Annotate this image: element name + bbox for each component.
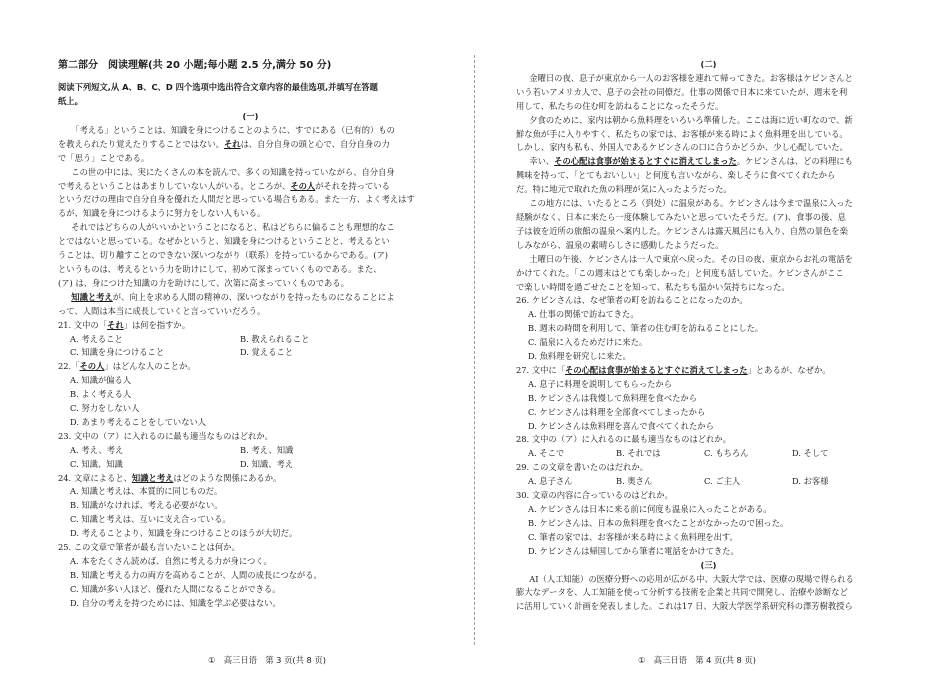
q21-option-d: D. 覚えること bbox=[240, 347, 294, 358]
q29-option-d: D. お客様 bbox=[792, 476, 829, 487]
q28-option-c: C. もちろん bbox=[704, 448, 749, 459]
q27-option-a: A. 息子に料理を説明してもらったから bbox=[528, 378, 673, 389]
q22-option-c: C. 努力をしない人 bbox=[70, 403, 140, 414]
q22-option-b: B. よく考える人 bbox=[70, 389, 132, 400]
q24-option-d: D. 考えることより、知識を身につけることのほうが大切だ。 bbox=[70, 528, 298, 539]
question-30: 30. 文章の内容に合っているのはどれか。 A. ケビンさんは日本に来る前に何度も温泉に入ったことがある。 B. ケビンさんは、日本の魚料理を食べたことがなかったので困った。 C. 筆者の家では、お客様が来る時によく魚料理を出す。 D. ケビンさんは帰国してから筆者に電話をかけてきた。 bbox=[516, 489, 901, 559]
q30-option-c: C. 筆者の家では、お客様が来る時によく魚料理を出す。 bbox=[528, 531, 738, 542]
underlined-sore: それ bbox=[223, 138, 241, 149]
q24-option-c: C. 知識と考えは、互いに支え合っている。 bbox=[70, 514, 231, 525]
question-25: 25. この文章で筆者が最も言いたいことは何か。 A. 本をたくさん読めば、自然に考える力が身につく。 B. 知識と考える力の両方を高めることが、人間の成長につながる。 C. 知識が多い人ほど、優れた人間になることができる。 D. 自分の考えを持つためには、知識を学ぶ必要はない。 bbox=[58, 541, 443, 611]
right-column bbox=[516, 58, 901, 614]
passage-1: 「考える」ということは、知識を身につけることのように、すでにある（已有的）もの を教えられたり覚えたりすることではない。それは、自分自身の頭と心で、自分自身の力 で「思う」ことである。 この世の中には、実にたくさんの本を読んで、多くの知識を持っていながら、自分自身 で考えるということはあまりしていない人がいる。ところが、その人がそれを持っている というだけの理由で自分自身を優れた人間だと思っている場合もある。また一方、よく考えはす るが、知識を身につけるように努力をしない人もいる。 それではどちらの人がいいかということになると、私はどちらに偏ることも理想的なこ とではないと思っている。なぜかというと、知識を身につけるということと、考えるとい うことは、切り離すことのできない深いつながり（联系）を持っているからである。(ア) というものは、考えるという力を助けにして、初めて深まっていくものである。また、 (ア) は、身につけた知識の力を助けにして、次第に高まっていくものである。 知識と考えが、向上を求める人間の精神の、深いつながりを持ったものになることによ って、人間は本当に成長していくと言っていいだろう。 bbox=[58, 124, 415, 316]
q23-option-d: D. 知識、考え bbox=[240, 458, 294, 469]
q28-option-a: A. そこで bbox=[528, 448, 565, 459]
q29-option-b: B. 奥さん bbox=[616, 476, 653, 487]
q27-option-b: B. ケビンさんは我慢して魚料理を食べたから bbox=[528, 392, 698, 403]
q27-option-c: C. ケビンさんは料理を全部食べてしまったから bbox=[528, 406, 706, 417]
q24-option-a: A. 知識と考えは、本質的に同じものだ。 bbox=[70, 486, 223, 497]
q21-option-c: C. 知識を身につけること bbox=[70, 347, 165, 358]
page-footer-left: ① 高三日语 第 3 页(共 8 页) bbox=[208, 655, 326, 665]
q27-option-d: D. ケビンさんは魚料理を喜んで食べてくれたから bbox=[528, 420, 714, 431]
q22-option-a: A. 知識が偏る人 bbox=[70, 375, 132, 386]
underlined-chishiki-to-kangae: 知識と考え bbox=[71, 291, 113, 302]
passage-3: AI（人工知能）の医療分野への応用が広がる中、大阪大学では、医療の現場で得られる 膨大なデータを、人工知能を使って分析する技術を企業と共同で開発し、治療や診断など に活用していく計画を発表しました。これは17 日、大阪大学医学系研究科の澤芳樹教授ら bbox=[516, 573, 854, 612]
underlined-shinpai: その心配は食事が始まるとすぐに消えてしまった bbox=[554, 156, 737, 167]
left-column bbox=[58, 58, 443, 611]
part-title: 第二部分 阅读理解(共 20 小题;每小题 2.5 分,满分 50 分) bbox=[58, 60, 332, 71]
section-heading-2: (二) bbox=[700, 59, 717, 69]
q22-option-d: D. あまり考えることをしていない人 bbox=[70, 416, 207, 427]
q25-option-a: A. 本をたくさん読めば、自然に考える力が身につく。 bbox=[70, 556, 272, 566]
q26-option-b: B. 週末の時間を利用して、筆者の住む町を訪ねることにした。 bbox=[528, 323, 764, 334]
q28-option-d: D. そして bbox=[792, 448, 829, 459]
instructions: 阅读下列短文,从 A、B、C、D 四个选项中选出符合文章内容的最佳选项,并填写在答题 纸上。 bbox=[58, 82, 378, 106]
column-divider bbox=[474, 55, 475, 645]
question-26: 26. ケビンさんは、なぜ筆者の町を訪ねることになったのか。 A. 仕事の関係で訪ねてきた。 B. 週末の時間を利用して、筆者の住む町を訪ねることにした。 C. 温泉に入るためだけに来た。 D. 魚料理を研究しに来た。 bbox=[516, 294, 901, 364]
q25-option-d: D. 自分の考えを持つためには、知識を学ぶ必要はない。 bbox=[70, 597, 281, 608]
q23-option-c: C. 知識、知識 bbox=[70, 458, 123, 469]
q21-option-b: B. 教えられること bbox=[240, 333, 310, 344]
question-23: 23. 文中の（ア）に入れるのに最も適当なものはどれか。 A. 考え、考え B. 考え、知識 C. 知識、知識 D. 知識、考え bbox=[58, 430, 443, 472]
underlined-sono-hito: その人 bbox=[290, 180, 316, 191]
section-heading-3: (三) bbox=[700, 559, 717, 570]
page-footer-right: ① 高三日语 第 4 页(共 8 页) bbox=[638, 655, 756, 665]
question-29: 29. この文章を書いたのはだれか。 A. 息子さん B. 奥さん C. ご主人 D. お客様 bbox=[516, 461, 901, 489]
q30-option-d: D. ケビンさんは帰国してから筆者に電話をかけてきた。 bbox=[528, 545, 739, 556]
passage-2: 金曜日の夜、息子が東京から一人のお客様を連れて帰ってきた。お客様はケビンさんと いう若いアメリカ人で、息子の会社の同僚だ。仕事の関係で日本に来ていたが、週末を利 用して、私たちの住む町を訪ねることになったそうだ。 夕食のために、家内は朝から魚料理をいろいろ準備した。ここは海に近い町なので、新 鮮な魚が手に入りやすく、私たちの家では、お客様が来る時によく魚料理を出している。 しかし、家内も私も、外国人であるケビンさんの口に合うかどうか、少し心配していた。 幸い、その心配は食事が始まるとすぐに消えてしまった。ケビンさんは、どの料理にも 興味を持って、「とてもおいしい」と何度も言いながら、楽しそうに食べてくれたから だ。特に地元で取れた魚の料理が気に入ったようだった。 この地方には、いたるところ（到处）に温泉がある。ケビンさんは今まで温泉に入った 経験がなく、日本に来たら一度体験してみたいと思っていたそうだ。(ア)、食事の後、息 子は彼を近所の旅館の温泉へ案内した。ケビンさんは露天風呂にも入り、自然の景色を楽 しみながら、温泉の素晴らしさに感動したようだった。 土曜日の午後、ケビンさんは一人で東京へ戻った。その日の夜、東京からお礼の電話を かけてくれた。「この週末はとても楽しかった」と何度も話していた。ケビンさんがここ で楽しい時間を過ごせたことを知って、私たちも温かい気持ちになった。 bbox=[516, 72, 853, 292]
question-22: 22.「その人」はどんな人のことか。 A. 知識が偏る人 B. よく考える人 C. 努力をしない人 D. あまり考えることをしていない人 bbox=[58, 360, 443, 430]
q26-option-c: C. 温泉に入るためだけに来た。 bbox=[528, 337, 648, 348]
q29-option-c: C. ご主人 bbox=[704, 476, 741, 487]
q26-option-a: A. 仕事の関係で訪ねてきた。 bbox=[528, 309, 639, 320]
question-24: 24. 文章によると、知識と考えはどのような関係にあるか。 A. 知識と考えは、本質的に同じものだ。 B. 知識がなければ、考える必要がない。 C. 知識と考えは、互いに支え合っている。 D. 考えることより、知識を身につけることのほうが大切だ。 bbox=[58, 472, 443, 542]
q23-option-a: A. 考え、考え bbox=[70, 444, 124, 455]
q24-option-b: B. 知識がなければ、考える必要がない。 bbox=[70, 500, 223, 511]
q25-option-c: C. 知識が多い人ほど、優れた人間になることができる。 bbox=[70, 583, 281, 594]
question-28: 28. 文中の（ア）に入れるのに最も適当なものはどれか。 A. そこで B. それでは C. もちろん D. そして bbox=[516, 433, 901, 461]
q30-option-b: B. ケビンさんは、日本の魚料理を食べたことがなかったので困った。 bbox=[528, 517, 789, 528]
section-heading-1: (一) bbox=[242, 111, 259, 121]
q30-option-a: A. ケビンさんは日本に来る前に何度も温泉に入ったことがある。 bbox=[528, 504, 772, 514]
q29-option-a: A. 息子さん bbox=[528, 476, 573, 487]
q28-option-b: B. それでは bbox=[616, 448, 661, 459]
question-21: 21. 文中の「それ」は何を指すか。 A. 考えること B. 教えられること C. 知識を身につけること D. 覚えること bbox=[58, 319, 443, 361]
q23-option-b: B. 考え、知識 bbox=[240, 444, 294, 455]
question-27: 27. 文中に「その心配は食事が始まるとすぐに消えてしまった」とあるが、なぜか。 A. 息子に料理を説明してもらったから B. ケビンさんは我慢して魚料理を食べたから C. ケビンさんは料理を全部食べてしまったから D. ケビンさんは魚料理を喜んで食べてくれたから bbox=[516, 364, 901, 434]
q26-option-d: D. 魚料理を研究しに来た。 bbox=[528, 351, 631, 362]
q25-option-b: B. 知識と考える力の両方を高めることが、人間の成長につながる。 bbox=[70, 569, 322, 580]
q21-option-a: A. 考えること bbox=[70, 333, 123, 344]
